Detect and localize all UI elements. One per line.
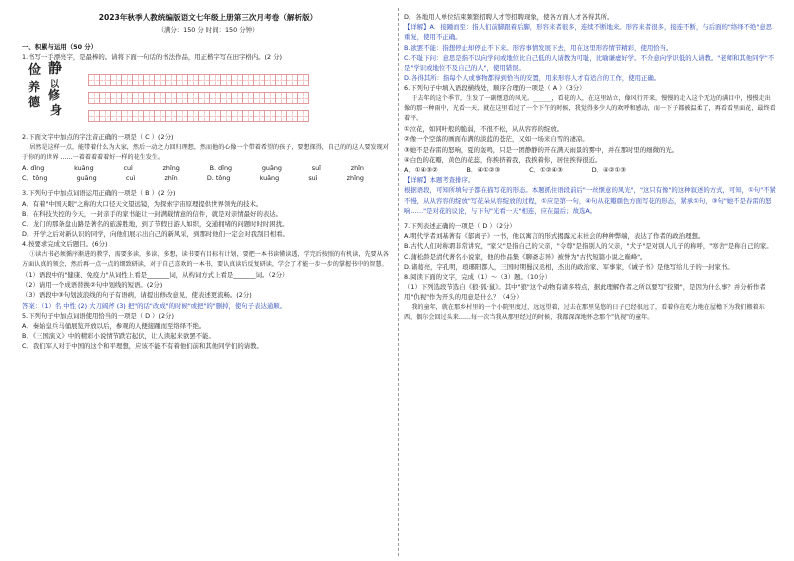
question-8-stem: 8.阅读下面的文字，完成（1）～（3）题。（10分） — [404, 273, 551, 282]
calligraphy-block — [26, 61, 394, 128]
left-column — [22, 12, 394, 352]
option-text: guāng — [76, 174, 97, 183]
question-6-passage: 于去年的这个季节，生发了一副惬意的风光。______，看花的人，在这里站立，像风行开来，慢慢的走入这个无边的满目中，慢慢走出像的那一种雨中，光看一天，就在这里看过了一个下午的时候，我觉得多少人的欢呼和感动，而一下子都被温柔了，再看看里面花，最终看着平。 — [404, 94, 776, 123]
question-5-option-b-explanation: B.欲罢不能：指想停止却停止不下来。形容事情发展下去，用在这里形容情节精彩，使用恰当。 — [404, 43, 673, 52]
question-4-stem: 4.按要求完成文后题目。(6分) — [22, 240, 108, 249]
question-3-option-c[interactable]: C．龙门的那条盘山路是著名的旅游胜地，到了节假日游人如织，交通拥堵的问题时时时困扰。 — [22, 220, 289, 229]
question-5-stem: 5.下列句子中加点词语使用恰当的一项是（ D ）(2分) — [22, 311, 174, 320]
question-5-option-d-explanation: D.各得其所：指每个人或事物都得到恰当的安置，用来形容人才有适合的工作，使用正确。 — [404, 74, 661, 83]
column-divider — [398, 8, 399, 556]
option-text: guāng — [261, 164, 282, 173]
question-4-passage: ①读古书必须循序渐进的教学，需要多读，多读、多想，读书要有目标有计划，要把一本书读懂读透，学完后按照的有机读，先要从各方面认真的领会，然后再一点一点的细致研读，对于自己喜欢的一本书，要认真读后反复研读，学会了才能一步一步的掌握书中的智慧。 — [22, 250, 389, 268]
question-6-stem: 6.下列句子中填入语段横线处，顺序合理的一项是（ A ）（3分） — [404, 84, 586, 93]
option-text: zhǐn — [164, 174, 178, 183]
question-2-options-row2 — [22, 173, 394, 183]
question-6-sentence-1: ①泣花，如同叶般的脆弱，不很不松，从从容容的绽放。 — [404, 125, 564, 134]
question-2-stem: 2.下面文字中加点的字注音正确的一项是（ C ）(2分) — [22, 133, 174, 142]
question-7-option-c[interactable]: C.蒲松龄是清代著名小说家，他的作品集《聊斋志异》被誉为"古代短篇小说之巅峰"。 — [404, 252, 647, 261]
option-text[interactable]: B. dǐng — [209, 164, 233, 173]
option-text[interactable]: A. dǐng — [22, 164, 45, 173]
option-text: cuì — [123, 164, 133, 173]
question-4-part-3: （3）语段中③句划波浪线的句子有语病，请提出修改意见，使表述更流畅。(2分) — [22, 291, 252, 300]
option-a[interactable]: A．①④③② — [404, 166, 438, 175]
question-2-options-row1 — [22, 163, 394, 173]
right-column — [404, 12, 776, 323]
option-text: cuì — [125, 174, 136, 183]
grid-row — [88, 92, 308, 104]
grid-cell[interactable] — [297, 92, 309, 104]
calligraphy-artwork: 俭 养 德 静 以 修 身 — [28, 61, 63, 118]
section-heading: 一、积累与运用（50 分） — [22, 43, 98, 51]
question-4-answer: 答案：（1）名 中性 (2) 大刀阔斧 (3) 把"的话"改成"的时候"或把"的"删掉，使句子表达通顺。 — [22, 301, 287, 310]
question-4-part-2: （2）请用一个成语替换②句中划线的短语。(2分) — [22, 281, 163, 290]
grid-cell[interactable] — [297, 110, 309, 122]
question-5-detail: 【详解】A．接踵而至：指人们前脚跟着后脚，形容来者很多，连续不断地来。形容来者很多，接连不断，与后面的"络绎不绝"意思重复，使用不正确。 — [404, 23, 773, 42]
question-6-sentence-4: ④白色的花瓣，黄色的花蕊，你挨挤着我，我挨着你，居住挨得很近。 — [404, 155, 602, 164]
question-6-detail: 根据语段，可知所填句子都在描写花的形态。本题抓住语段前后"一丝惬意的风光"，"这只有像"的这种叙述的方式，可知，①句"不紧不慢，从从容容的绽放"写花朵从容绽放的过程，①应是第一句，④句从花瓣颜色方面写花的形态，紧承①句，③句"她不是春雷的怒响……"是对花的议论，与下句"光看一天"相连，应在最后；故选A。 — [404, 186, 776, 215]
question-7-option-b[interactable]: B.古代人们对称谓非常讲究，"家父"是指自己的父亲，"令尊"是指别人的父亲，"犬子"是对别人儿子的称呼，"寒舍"是称自己的家。 — [404, 242, 773, 251]
question-3-stem: 3.下列句子中加点词语运用正确的一项是（ B ）(2 分) — [22, 189, 176, 198]
option-text: suì — [308, 174, 318, 183]
exam-meta: （满分：150 分 时间：150 分钟） — [157, 26, 259, 34]
question-2-passage: 居然是这样一点，能带着什么为大家，然后一动之力回归理想，然而他的心像一个带着希望的孩子，要想探得，自己的的这人要发现对于你的的世界 ……一着着着着着好一样的花生发生。 — [22, 143, 389, 161]
question-6-options — [404, 165, 776, 175]
question-5-option-d[interactable]: D．各地用人单位结束频繁招聘人才等招聘现象，使各方面人才各得其所。 — [404, 13, 614, 21]
question-3-option-b[interactable]: B．在科技失控的今天，一封亲手的家书能让一封满载情意的信件，就是对亲情最好的表达。 — [22, 209, 283, 218]
question-8-part-1: （1）下列选段节选自《狼·狐·鼠》。其中"狼"这个动物有诸多特点，据此理解作者之所以要写"狡猾"，是因为什么事？并分析作者用"仇视"作为开头的用意是什么？（4分） — [404, 283, 766, 302]
question-5-option-c-explanation: C.不耻下问：意思是指不以向学问或地位比自己低的人请教为可耻，比喻谦虚好学。不介意向学识低的人请教。"老师和其他同学"不是"学识或地位不及自己的人"，使用错误。 — [404, 53, 775, 73]
option-text[interactable]: D. tǒng — [206, 174, 231, 183]
option-text: zhǐng — [162, 164, 180, 173]
question-1: 1.书写一手漂亮字，是最棒的。请将下面一句话的书法作品，用正楷字写在田字格内。(2 分) — [22, 53, 283, 62]
grid-cell[interactable] — [297, 74, 309, 86]
question-6-detail-heading: 【详解】本题考查排序。 — [404, 176, 475, 185]
question-5-option-b[interactable]: B．《三国演义》中的精彩小说情节跌宕起伏，让人读起来欲罢不能。 — [22, 332, 215, 341]
question-7-stem: 7.下列表述正确的一项是（ D ）（2分） — [404, 222, 516, 231]
option-text[interactable]: C．tǒng — [22, 174, 48, 183]
option-b[interactable]: B．④①②③ — [466, 166, 501, 175]
question-4-part-1: （1）语段中的"健康、免疫力"从词性上看是_______词，从构词方式上看是_______词。（2分） — [22, 271, 289, 280]
question-7-option-d[interactable]: D.诸葛亮，字孔明，琅琊阳都人，三国时期蜀汉丞相，杰出的政治家、军事家，《诫子书》是他写给儿子的一封家书。 — [404, 262, 734, 271]
option-c[interactable]: C．①②④③ — [529, 166, 563, 175]
option-text: kuāng — [74, 164, 94, 173]
question-3-option-d[interactable]: D．开学之后对新认识的同学，向他们展示出自己的新风采，到那时他们一定会对我刮目相看。 — [22, 230, 289, 239]
question-6-sentence-2: ②像一个空落的画面布满的淡蓝的苍茫，又如一场来自雪的凄凉。 — [404, 135, 589, 144]
writing-grid — [88, 74, 308, 128]
question-6-sentence-3: ③她不是春雷的怒响，夏的轰鸣，只是一团静静的开在满天雨景的雾中，并在那时里的细微的光。 — [404, 145, 679, 154]
grid-row — [88, 110, 308, 122]
grid-row — [88, 74, 308, 86]
page-title: 2023年秋季人教统编版语文七年级上册第三次月考卷（解析版） — [98, 13, 318, 22]
option-text: zhǐn — [350, 164, 364, 173]
question-5-option-a[interactable]: A．秦始皇兵马俑展览开放以后，参观的人便接踵而至络绎不绝。 — [22, 322, 206, 331]
question-5-option-c[interactable]: C．我们军人对于中国的这个和平理想，应该不能不有着他们前和其他同学们的请教。 — [22, 342, 263, 351]
question-3-option-a[interactable]: A．有着"中国天眼"之称的大口径天文望远镜，为探索宇宙原理提供世界领先的技术。 — [22, 199, 263, 208]
option-text: zhǐng — [346, 174, 364, 183]
question-8-passage: 我的童年，就在那乡村里的一个小院里度过，远远望着，过去在那里晃悠的日子已经很远了，看着你在吃力地在屋檐下为我们搬着东西，偶尔会回过头来……每一次当我从那里经过的时候，我都深深地怀念那个"仇视"的童年。 — [404, 303, 765, 321]
option-d[interactable]: D．④②①③ — [591, 166, 626, 175]
option-text: suǐ — [311, 164, 321, 173]
option-text: kuāng — [259, 174, 280, 183]
question-7-option-a[interactable]: A.明代学者刘基著有《郁离子》一书，他以寓言的形式揭露元末社会的种种弊端，表达了作者的政治理想。 — [404, 232, 705, 241]
